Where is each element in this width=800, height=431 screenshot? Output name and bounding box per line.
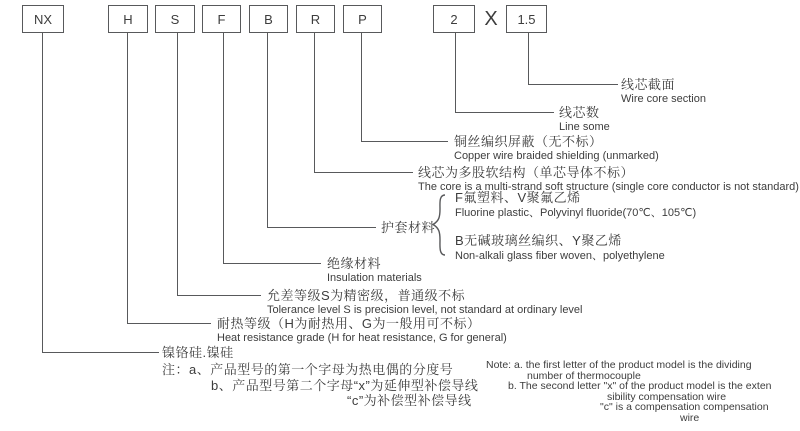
callout-shielding [454,134,659,162]
callout-insulation [327,256,422,284]
multiply-symbol: X [484,7,498,30]
callout-en: Wire core section [621,93,706,105]
model-box-1-5: 1.5 [506,5,547,33]
sheath-option-en: Fluorine plastic、Polyvinyl fluoride(70℃、105℃) [455,207,697,219]
callout-sheath-material [381,220,435,235]
sheath-option-by [455,233,665,262]
leader-line-some [455,33,554,113]
callout-cn: 允差等级S为精密级，普通级不标 [267,288,466,303]
callout-line-some [559,105,610,133]
leader-nickel [42,33,159,353]
callout-cn: 护套材料 [381,220,436,235]
callout-cn: 绝缘材料 [327,256,382,271]
model-box-h: H [108,5,148,33]
note-en-block [486,360,772,424]
sheath-option-cn: B无碱玻璃丝编织、Y聚乙烯 [455,233,622,248]
callout-cn: 线芯截面 [621,77,676,92]
callout-en: Copper wire braided shielding (unmarked) [454,150,659,162]
sheath-option-cn: F氟塑料、V聚氟乙烯 [455,190,581,205]
callout-tolerance [267,288,583,316]
model-box-f: F [202,5,241,33]
note-en-line: wire [680,411,700,424]
note-cn-line-b: b、产品型号第二个字母“x”为延伸型补偿导线 [211,378,479,393]
callout-cn: 线芯数 [559,105,600,120]
note-cn-line-a: 注：a、产品型号的第一个字母为热电偶的分度号 [162,362,454,377]
model-box-r: R [296,5,335,33]
callout-heat-grade [217,316,507,344]
note-en-line: b. The second letter "x" of the product model is the exten [508,380,772,393]
note-en-line: "c" is a compensation compensation [600,401,769,414]
callout-en: Insulation materials [327,272,422,284]
model-box-s: S [155,5,195,33]
sheath-option-fv [455,190,696,219]
callout-cn: 耐热等级（H为耐热用、G为一般用可不标） [217,316,481,331]
callout-en: Tolerance level S is precision level, not standard at ordinary level [267,304,583,316]
callout-multi-strand [418,165,799,193]
model-box-nx: NX [22,5,64,33]
note-en-line: Note: a. the first letter of the product model is the dividing [486,359,752,371]
callout-wire-core-section [621,77,706,105]
callout-nickel [162,345,234,360]
model-box-b: B [249,5,288,33]
note-en-line: number of thermocouple [527,369,641,382]
model-box-2: 2 [433,5,475,33]
callout-cn: 镍铬硅.镍硅 [162,345,234,360]
note-en-line: sibility compensation wire [607,390,727,403]
callout-cn: 铜丝编织屏蔽（无不标） [454,134,603,149]
model-box-p: P [343,5,382,33]
sheath-option-en: Non-alkali glass fiber woven、polyethylene [455,250,665,262]
callout-cn: 线芯为多股软结构（单芯导体不标） [418,165,635,180]
callout-en: Line some [559,121,610,133]
brace-icon [430,194,448,256]
note-cn-line-c: “c”为补偿型补偿导线 [347,393,472,408]
callout-en: The core is a multi-strand soft structure (single core conductor is not standard) [418,181,799,193]
callout-en: Heat resistance grade (H for heat resistance, G for general) [217,332,507,344]
